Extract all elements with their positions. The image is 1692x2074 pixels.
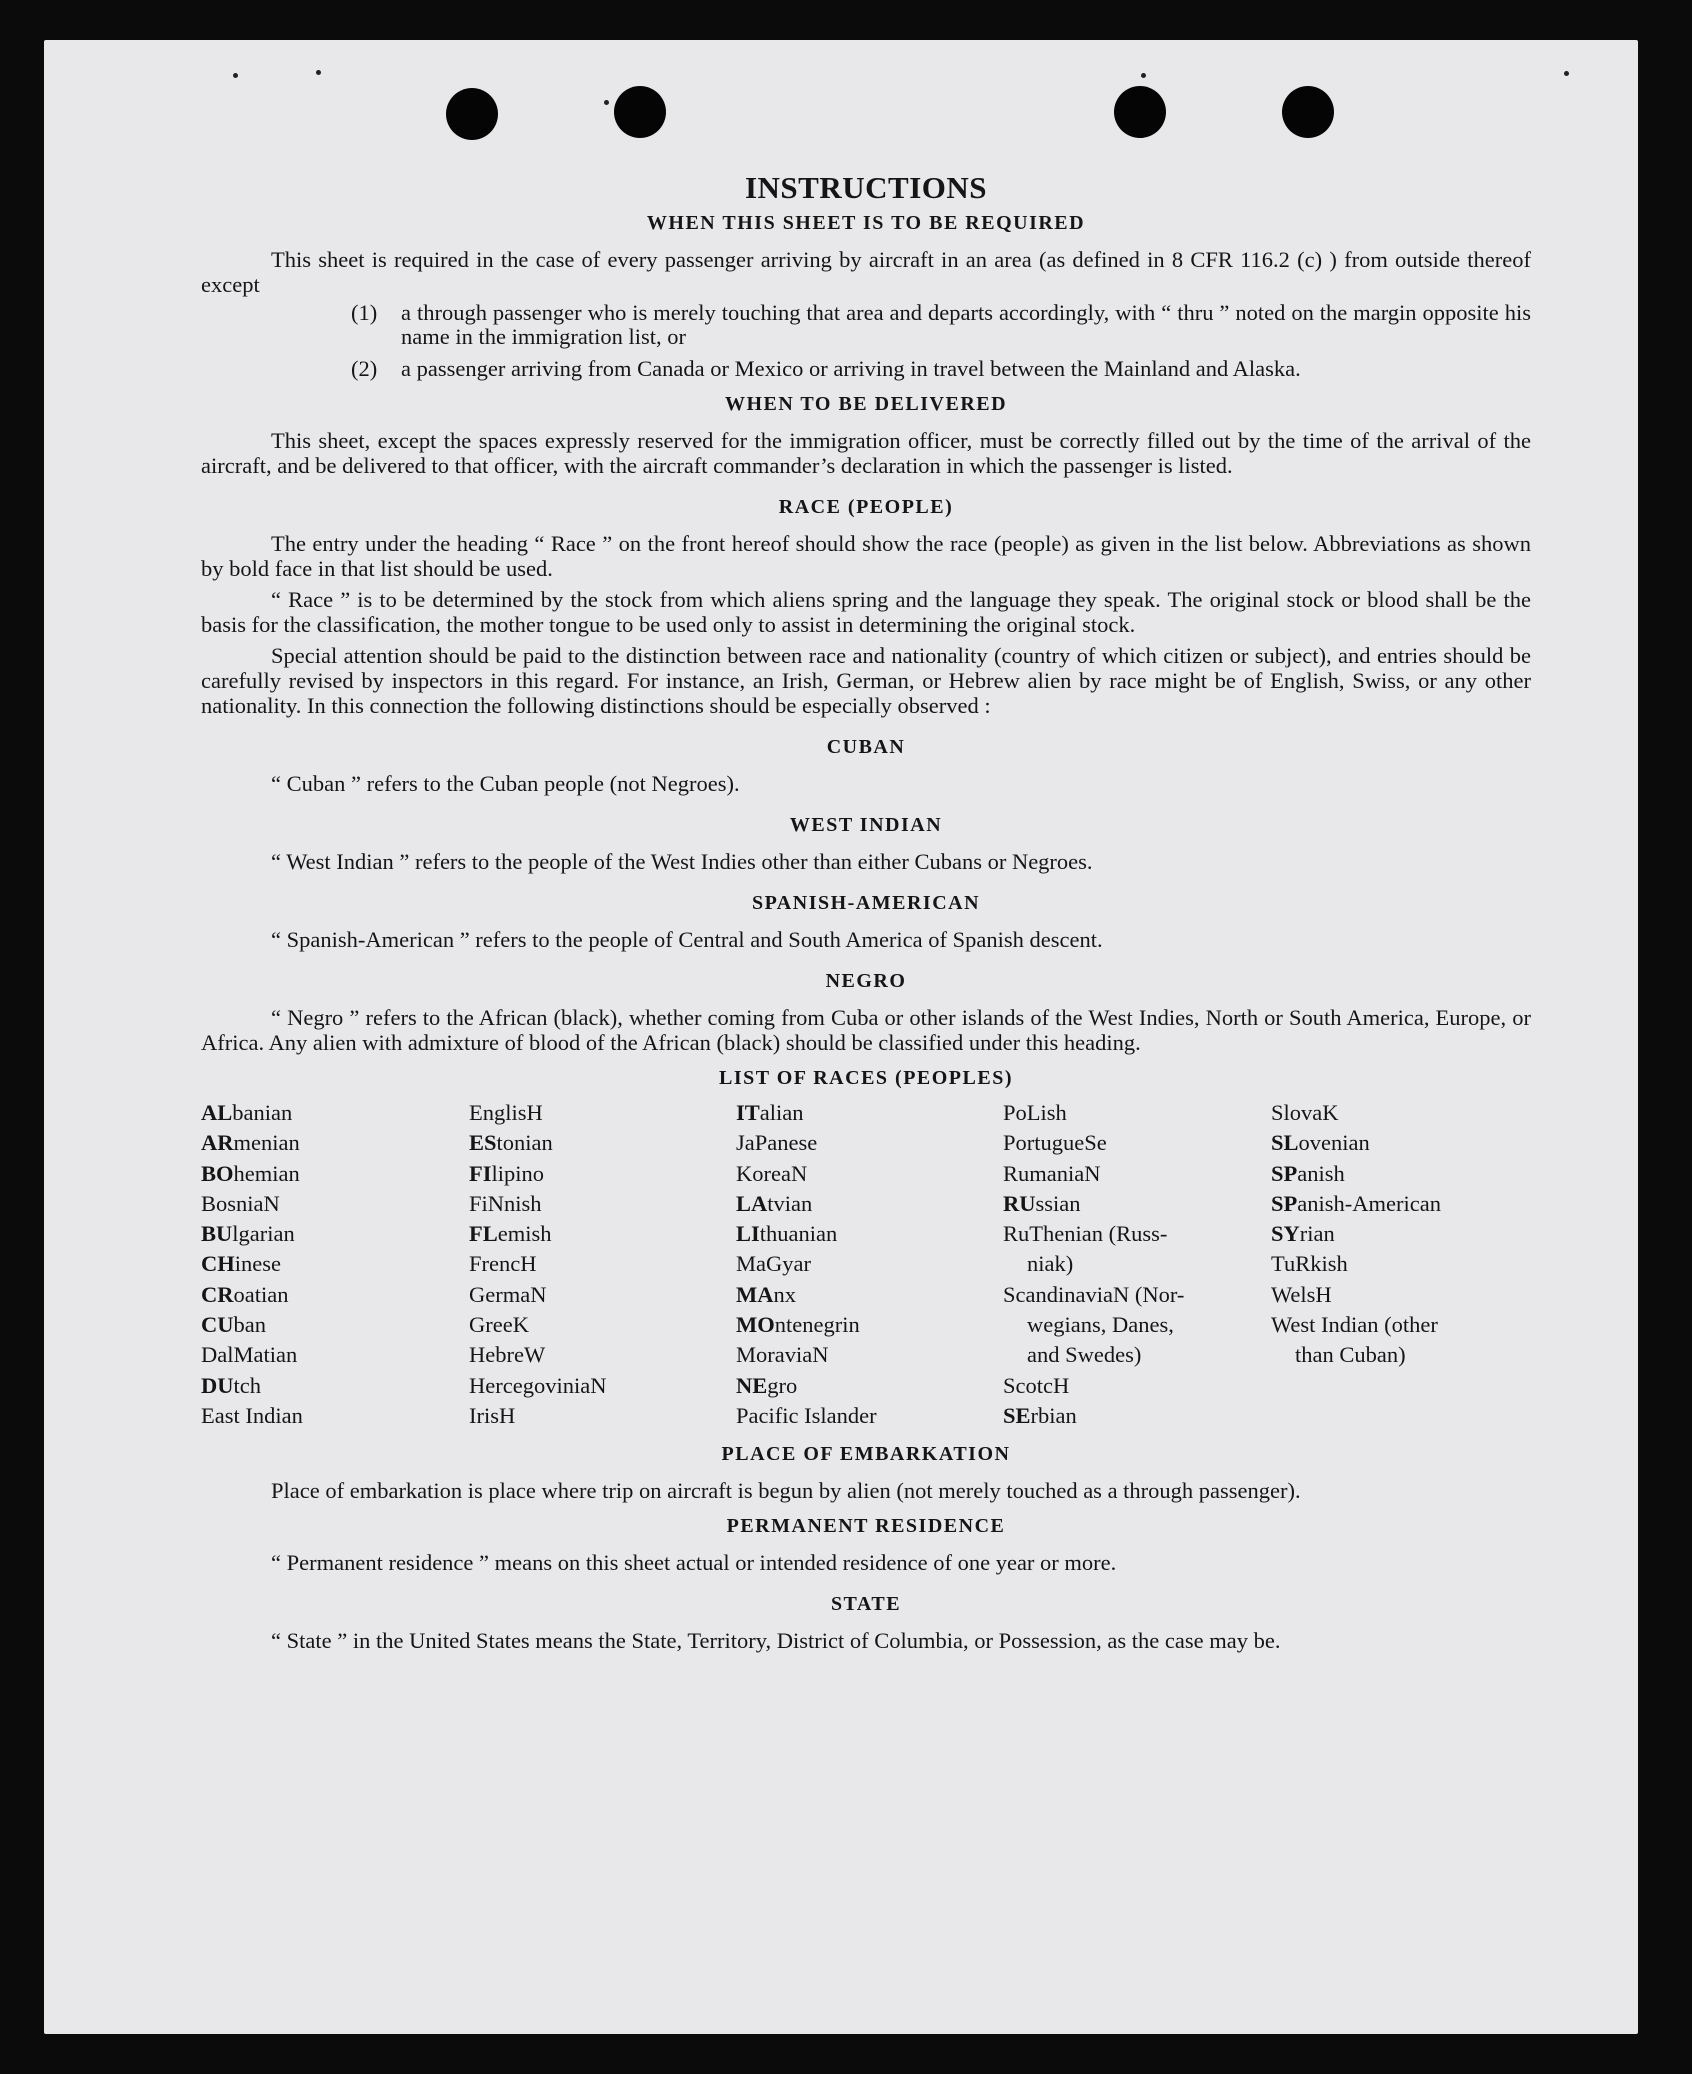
race-name: PortugueSe [1003, 1130, 1107, 1156]
race-entry [201, 1371, 469, 1401]
race-abbreviation: SE [1003, 1402, 1031, 1428]
race-name: rbian [1030, 1402, 1077, 1428]
race-name: ScotcH [1003, 1372, 1070, 1398]
race-entry [736, 1371, 1003, 1401]
race-name: menian [233, 1130, 300, 1156]
race-paragraph-2: “ Race ” is to be determined by the stock from which aliens spring and the language they speak. The original stock or blood shall be the basis for the classification, the mother tongue to be used only to assist in determining the original stock. [201, 587, 1531, 637]
speck [233, 73, 238, 78]
race-abbreviation: CU [201, 1312, 234, 1338]
race-abbreviation: FI [469, 1160, 492, 1186]
race-name: ssian [1035, 1190, 1081, 1216]
race-name: ban [233, 1312, 266, 1338]
race-abbreviation: CH [201, 1251, 235, 1277]
race-entry [469, 1310, 736, 1340]
race-abbreviation: CR [201, 1281, 234, 1307]
race-entry [736, 1219, 1003, 1249]
race-name: than Cuban) [1295, 1342, 1406, 1368]
race-entry [201, 1219, 469, 1249]
race-entry [1003, 1371, 1271, 1401]
race-name: anish-American [1297, 1190, 1441, 1216]
race-name: WelsH [1271, 1281, 1332, 1307]
race-entry [201, 1159, 469, 1189]
race-entry [1003, 1249, 1271, 1279]
race-entry [469, 1401, 736, 1431]
races-column [736, 1098, 1003, 1431]
race-entry [736, 1310, 1003, 1340]
race-entry [1003, 1219, 1271, 1249]
race-abbreviation: RU [1003, 1190, 1036, 1216]
race-name: PoLish [1003, 1100, 1067, 1125]
race-name: anish [1297, 1160, 1345, 1186]
heading-delivered: WHEN TO BE DELIVERED [724, 393, 1008, 415]
west-indian-text: “ West Indian ” refers to the people of the West Indies other than either Cubans or Negroes. [271, 849, 1093, 874]
state-text: “ State ” in the United States means the State, Territory, District of Columbia, or Possession, as the case may be. [271, 1628, 1281, 1654]
race-name: East Indian [201, 1402, 303, 1428]
race-entry [201, 1098, 469, 1128]
race-name: lipino [491, 1160, 545, 1186]
race-name: gro [767, 1372, 798, 1398]
race-entry [1271, 1310, 1531, 1340]
race-entry [1003, 1310, 1271, 1340]
race-entry [736, 1159, 1003, 1189]
race-entry [469, 1159, 736, 1189]
list-item: (1) a through passenger who is merely touching that area and departs accordingly, with “ thru ” noted on the margin opposite his name in the immigration list, or [351, 300, 1531, 349]
race-entry [1003, 1340, 1271, 1370]
races-column [469, 1098, 736, 1431]
residence-text: “ Permanent residence ” means on this sheet actual or intended residence of one year or more. [271, 1550, 1117, 1576]
race-entry [736, 1128, 1003, 1158]
race-entry [736, 1401, 1003, 1431]
race-entry [1003, 1401, 1271, 1431]
race-paragraph-1: The entry under the heading “ Race ” on the front hereof should show the race (people) as given in the list below. Abbreviations as shown by bold face in that list should be used. [201, 531, 1531, 581]
race-entry [736, 1280, 1003, 1310]
race-name: inese [234, 1251, 281, 1277]
race-name: and Swedes) [1027, 1342, 1142, 1368]
race-abbreviation: IT [736, 1100, 760, 1125]
race-entry [469, 1189, 736, 1219]
heading-state: STATE [830, 1593, 902, 1616]
race-name: RuThenian (Russ- [1003, 1221, 1168, 1247]
heading-negro: NEGRO [825, 970, 907, 992]
race-entry [469, 1340, 736, 1370]
race-name: KoreaN [736, 1160, 808, 1186]
race-abbreviation: ES [469, 1130, 497, 1156]
race-name: EnglisH [469, 1100, 543, 1125]
race-abbreviation: AL [201, 1100, 233, 1125]
race-entry [201, 1280, 469, 1310]
race-entry [1003, 1098, 1271, 1128]
race-entry [201, 1401, 469, 1431]
race-entry [1271, 1098, 1531, 1128]
race-entry [736, 1098, 1003, 1128]
races-list [201, 1098, 1531, 1431]
punch-hole [614, 86, 666, 138]
list-item: (2) a passenger arriving from Canada or Mexico or arriving in travel between the Mainland and Alaska. [351, 356, 1301, 381]
race-entry [1271, 1219, 1531, 1249]
race-name: GreeK [469, 1312, 529, 1338]
punch-hole [1282, 86, 1334, 138]
document-sheet [44, 40, 1638, 2034]
heading-residence: PERMANENT RESIDENCE [726, 1515, 1006, 1538]
race-name: MoraviaN [736, 1342, 829, 1368]
race-entry [1003, 1280, 1271, 1310]
race-name: ScandinaviaN (Nor- [1003, 1281, 1185, 1307]
page-title: INSTRUCTIONS [744, 170, 987, 205]
punch-hole [1114, 86, 1166, 138]
race-name: ovenian [1298, 1130, 1370, 1156]
race-entry [469, 1280, 736, 1310]
punch-hole [446, 88, 498, 140]
race-name: wegians, Danes, [1027, 1312, 1174, 1338]
race-entry [201, 1189, 469, 1219]
race-entry [736, 1340, 1003, 1370]
race-name: thuanian [759, 1221, 838, 1247]
race-name: RumaniaN [1003, 1160, 1101, 1186]
speck [1564, 71, 1569, 76]
race-name: tvian [767, 1190, 813, 1216]
race-name: tonian [496, 1130, 553, 1156]
race-entry [1271, 1249, 1531, 1279]
races-column [1003, 1098, 1271, 1431]
races-column [1271, 1098, 1531, 1431]
race-abbreviation: FL [469, 1221, 498, 1247]
race-entry [1003, 1189, 1271, 1219]
instructions-content [201, 170, 1531, 1653]
race-name: rian [1299, 1221, 1335, 1247]
race-abbreviation: SP [1271, 1160, 1298, 1186]
cuban-text: “ Cuban ” refers to the Cuban people (not Negroes). [271, 771, 740, 796]
race-entry [1003, 1159, 1271, 1189]
heading-west-indian: WEST INDIAN [789, 814, 943, 836]
race-name: DalMatian [201, 1342, 298, 1368]
race-name: FrencH [469, 1251, 537, 1277]
race-name: hemian [233, 1160, 300, 1186]
race-entry [1003, 1128, 1271, 1158]
heading-embarkation: PLACE OF EMBARKATION [721, 1443, 1011, 1466]
speck [604, 100, 609, 105]
race-abbreviation: SY [1271, 1221, 1300, 1247]
race-abbreviation: AR [201, 1130, 234, 1156]
required-intro: This sheet is required in the case of every passenger arriving by aircraft in an area (as defined in 8 CFR 116.2 (c) ) from outside thereof except [201, 247, 1531, 297]
race-abbreviation: MA [736, 1281, 774, 1307]
race-name: lgarian [232, 1221, 295, 1247]
race-entry [469, 1249, 736, 1279]
race-name: niak) [1027, 1251, 1074, 1277]
race-name: IrisH [469, 1402, 516, 1428]
race-abbreviation: LI [736, 1221, 760, 1247]
race-name: JaPanese [736, 1130, 818, 1156]
race-name: Pacific Islander [736, 1402, 877, 1428]
race-abbreviation: MO [736, 1312, 775, 1338]
race-name: HebreW [469, 1342, 546, 1368]
race-abbreviation: DU [201, 1372, 234, 1398]
race-paragraph-3: Special attention should be paid to the distinction between race and nationality (country of which citizen or subject), and entries should be carefully revised by inspectors in this regard. For instance, an Irish, German, or Hebrew alien by race might be of English, Swiss, or any other nationality. In this connection the following distinctions should be especially observed : [201, 643, 1531, 718]
race-name: MaGyar [736, 1251, 811, 1277]
race-entry [1271, 1189, 1531, 1219]
delivered-text: This sheet, except the spaces expressly reserved for the immigration officer, must be correctly filled out by the time of the arrival of the aircraft, and be delivered to that officer, with the aircraft commander’s declaration in which the passenger is listed. [201, 428, 1531, 478]
race-name: TuRkish [1271, 1251, 1348, 1277]
race-entry [201, 1310, 469, 1340]
heading-cuban: CUBAN [826, 736, 906, 758]
race-name: SlovaK [1271, 1100, 1339, 1125]
race-name: FiNnish [469, 1190, 542, 1216]
race-name: ntenegrin [774, 1312, 860, 1338]
race-name: HercegoviniaN [469, 1372, 607, 1398]
race-abbreviation: SL [1271, 1130, 1299, 1156]
race-entry [201, 1249, 469, 1279]
race-abbreviation: BO [201, 1160, 234, 1186]
spanish-american-text: “ Spanish-American ” refers to the people of Central and South America of Spanish descent. [271, 927, 1103, 952]
heading-spanish-american: SPANISH-AMERICAN [751, 892, 981, 914]
race-name: banian [232, 1100, 293, 1125]
race-name: tch [233, 1372, 261, 1398]
race-name: GermaN [469, 1281, 547, 1307]
heading-race: RACE (PEOPLE) [778, 496, 954, 518]
race-entry [736, 1189, 1003, 1219]
race-entry [1271, 1159, 1531, 1189]
race-entry [736, 1249, 1003, 1279]
race-name: oatian [233, 1281, 289, 1307]
race-entry [469, 1371, 736, 1401]
race-entry [469, 1219, 736, 1249]
race-abbreviation: LA [736, 1190, 768, 1216]
race-entry [201, 1340, 469, 1370]
race-name: nx [773, 1281, 796, 1307]
race-name: BosniaN [201, 1190, 280, 1216]
races-column [201, 1098, 469, 1431]
race-entry [469, 1128, 736, 1158]
race-name: alian [759, 1100, 804, 1125]
heading-races-list: LIST OF RACES (PEOPLES) [718, 1067, 1013, 1089]
race-entry [469, 1098, 736, 1128]
race-name: emish [497, 1221, 552, 1247]
heading-required: WHEN THIS SHEET IS TO BE REQUIRED [646, 212, 1086, 234]
embarkation-text: Place of embarkation is place where trip on aircraft is begun by alien (not merely touched as a through passenger). [271, 1478, 1301, 1504]
race-abbreviation: SP [1271, 1190, 1298, 1216]
negro-text: “ Negro ” refers to the African (black), whether coming from Cuba or other islands of the West Indies, North or South America, Europe, or Africa. Any alien with admixture of blood of the African (black) should be classified under this heading. [201, 1005, 1531, 1055]
race-name: West Indian (other [1271, 1312, 1438, 1338]
speck [1141, 73, 1146, 78]
race-abbreviation: NE [736, 1372, 768, 1398]
race-entry [1271, 1280, 1531, 1310]
race-abbreviation: BU [201, 1221, 233, 1247]
race-entry [201, 1128, 469, 1158]
race-entry [1271, 1340, 1531, 1370]
speck [316, 70, 321, 75]
race-entry [1271, 1128, 1531, 1158]
